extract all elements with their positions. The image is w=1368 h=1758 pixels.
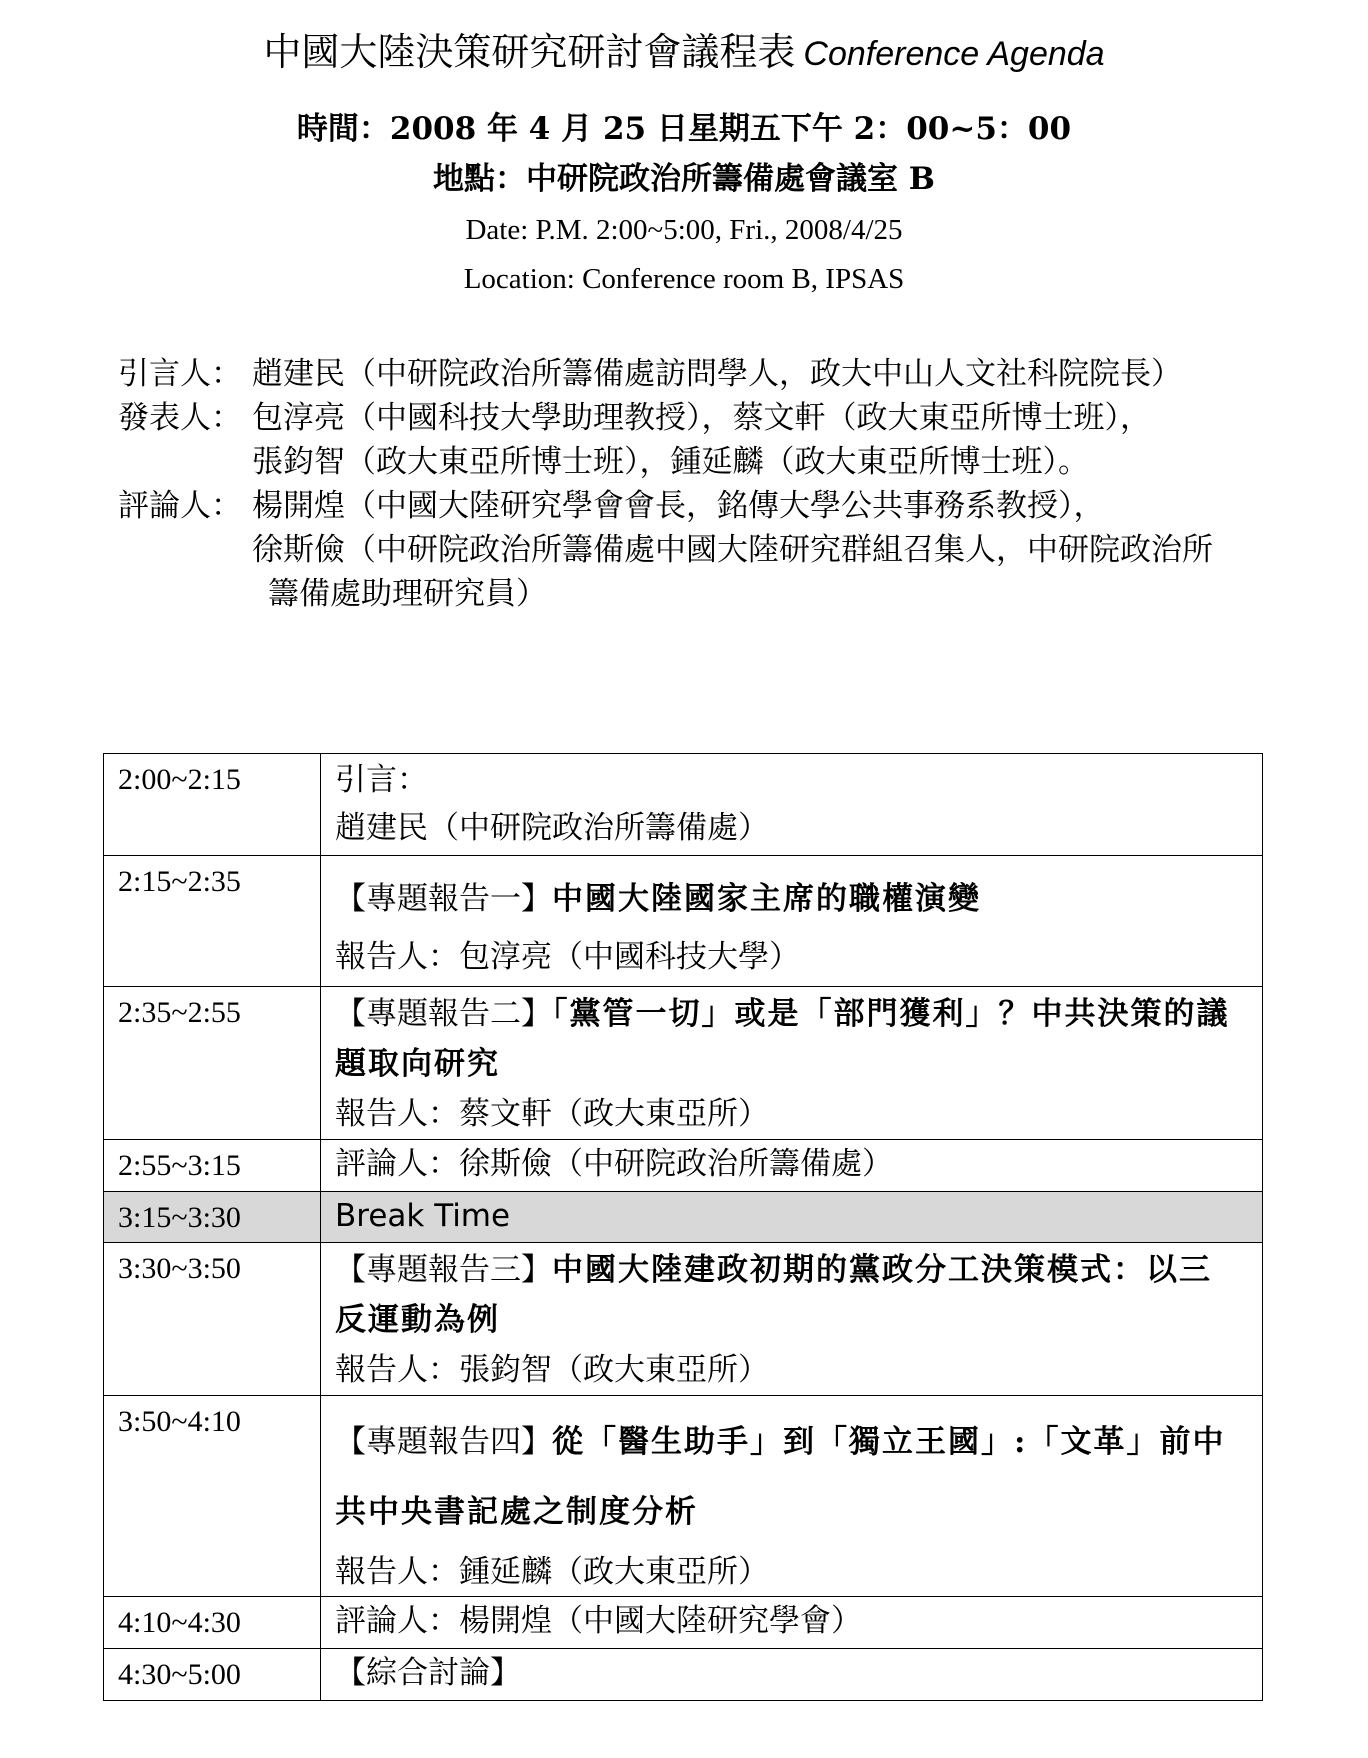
topic-tag: 【專題報告四】 xyxy=(335,1424,552,1460)
table-row xyxy=(104,754,1263,856)
topic-title: 中國大陸國家主席的職權演變 xyxy=(552,881,981,917)
date-en: Date: P.M. 2:00~5:00, Fri., 2008/4/25 xyxy=(465,214,903,246)
table-row xyxy=(104,1140,1263,1192)
table-row xyxy=(104,856,1263,987)
time-cell: 2:00~2:15 xyxy=(104,754,321,856)
intro-label: 引言： xyxy=(335,762,428,798)
intro-speaker: 趙建民（中研院政治所籌備處） xyxy=(335,810,769,846)
topic-title-part-1: 從「醫生助手」到「獨立王國」:「文革」前中 xyxy=(552,1424,1226,1460)
content-cell xyxy=(321,1243,1263,1396)
moderator-text: 趙建民（中研院政治所籌備處訪問學人，政大中山人文社科院院長） xyxy=(252,356,1182,392)
speaker-line: 報告人：蔡文軒（政大東亞所） xyxy=(335,1096,769,1132)
location-en: Location: Conference room B, IPSAS xyxy=(463,263,905,295)
break-row xyxy=(104,1192,1263,1243)
topic-title-part-2: 反運動為例 xyxy=(335,1302,500,1338)
break-label: Break Time xyxy=(321,1192,1263,1243)
agenda-table xyxy=(103,753,1263,1701)
commentators-line-2: 徐斯儉（中研院政治所籌備處中國大陸研究群組召集人，中研院政治所 xyxy=(252,532,1213,568)
topic-title-part-1: 中國大陸建政初期的黨政分工決策模式：以三 xyxy=(552,1252,1212,1288)
content-cell xyxy=(321,1396,1263,1597)
topic-title-part-2: 共中央書記處之制度分析 xyxy=(335,1494,698,1530)
time-cell: 3:30~3:50 xyxy=(104,1243,321,1396)
time-cell: 2:35~2:55 xyxy=(104,987,321,1140)
content-cell xyxy=(321,754,1263,856)
presenters-line-2: 張鈞智（政大東亞所博士班），鍾延麟（政大東亞所博士班）。 xyxy=(252,444,1089,480)
presenters-label: 發表人： xyxy=(118,400,242,436)
time-cell: 3:15~3:30 xyxy=(104,1192,321,1243)
topic-tag: 【專題報告三】 xyxy=(335,1252,552,1288)
time-cell: 2:15~2:35 xyxy=(104,856,321,987)
commentators-line-3: 籌備處助理研究員） xyxy=(268,576,547,612)
commentators-line-1: 楊開煌（中國大陸研究學會會長，銘傳大學公共事務系教授）， xyxy=(252,488,1105,524)
speaker-line: 報告人：包淳亮（中國科技大學） xyxy=(335,939,800,975)
content-cell: 評論人：楊開煌（中國大陸研究學會） xyxy=(321,1597,1263,1649)
commentators-row xyxy=(118,484,1268,528)
topic-tag: 【專題報告一】 xyxy=(335,881,552,917)
time-zh: 時間：2008 年 4 月 25 日星期五下午 2：00~5：00 xyxy=(296,111,1072,147)
time-cell: 4:10~4:30 xyxy=(104,1597,321,1649)
table-row xyxy=(104,1597,1263,1649)
content-cell xyxy=(321,856,1263,987)
moderator-label: 引言人： xyxy=(118,356,242,392)
speaker-line: 報告人：鍾延麟（政大東亞所） xyxy=(335,1554,769,1590)
topic-tag: 【專題報告二】 xyxy=(335,996,552,1032)
title-zh: 中國大陸決策研究研討會議程表 xyxy=(263,30,796,74)
page-title xyxy=(0,22,1368,84)
table-row xyxy=(104,1649,1263,1701)
moderator-row xyxy=(118,352,1268,396)
time-cell: 2:55~3:15 xyxy=(104,1140,321,1192)
content-cell: 【綜合討論】 xyxy=(321,1649,1263,1701)
topic-title-part-2: 題取向研究 xyxy=(335,1046,500,1082)
commentators-label: 評論人： xyxy=(118,488,242,524)
time-cell: 4:30~5:00 xyxy=(104,1649,321,1701)
time-cell: 3:50~4:10 xyxy=(104,1396,321,1597)
content-cell xyxy=(321,987,1263,1140)
table-row xyxy=(104,1396,1263,1597)
presenters-row xyxy=(118,396,1268,440)
participants-block xyxy=(118,352,1268,616)
place-zh: 地點：中研院政治所籌備處會議室 B xyxy=(433,161,935,197)
speaker-line: 報告人：張鈞智（政大東亞所） xyxy=(335,1352,769,1388)
title-en: Conference Agenda xyxy=(803,35,1105,73)
table-row xyxy=(104,987,1263,1140)
table-row xyxy=(104,1243,1263,1396)
content-cell: 評論人：徐斯儉（中研院政治所籌備處） xyxy=(321,1140,1263,1192)
topic-title-part-1: 「黨管一切」或是「部門獲利」？中共決策的議 xyxy=(552,996,1230,1032)
presenters-line-1: 包淳亮（中國科技大學助理教授），蔡文軒（政大東亞所博士班）， xyxy=(252,400,1151,436)
